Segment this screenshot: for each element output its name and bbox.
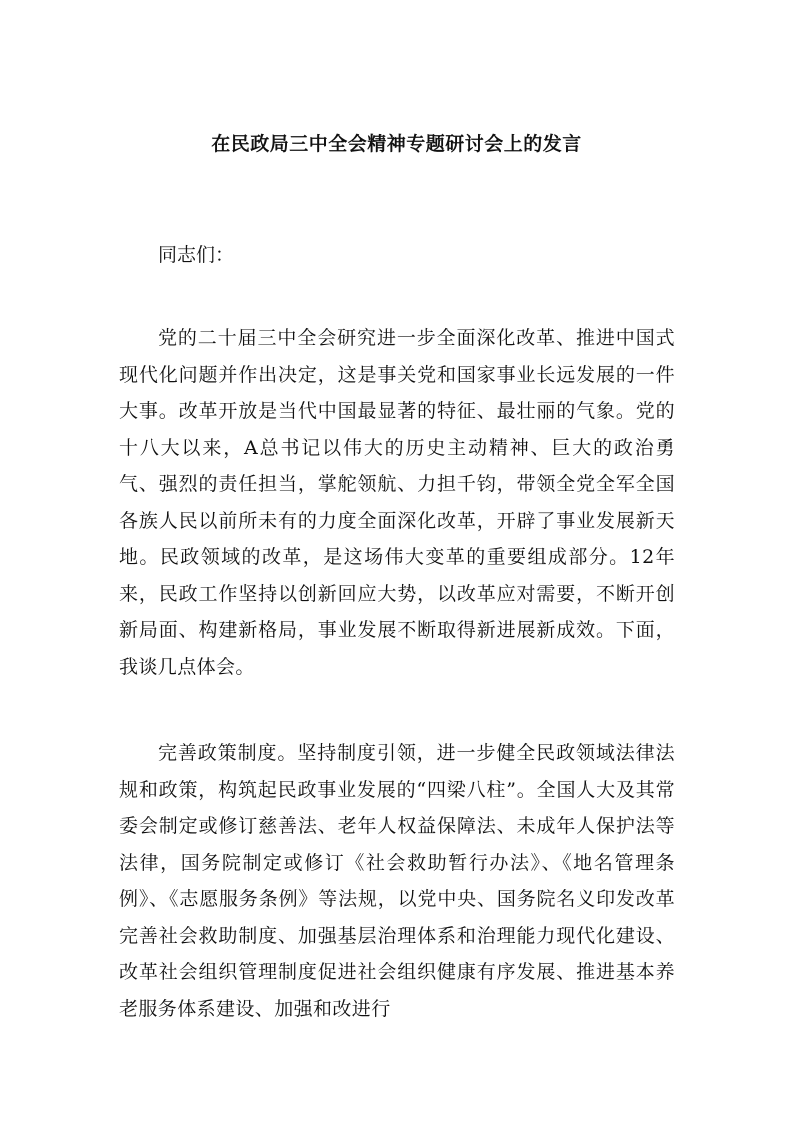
document-title: 在民政局三中全会精神专题研讨会上的发言 — [211, 133, 582, 155]
body-paragraph: 完善政策制度。坚持制度引领，进一步健全民政领域法律法规和政策，构筑起民政事业发展的“四梁八柱”。全国人大及其常委会制定或修订慈善法、老年人权益保障法、未成年人保护法等法律，国务院制定或修订《社会救助暂行办法》、《地名管理条例》、《志愿服务条例》等法规，以党中央、国务院名义印发改革完善社会救助制度、加强基层治理体系和治理能力现代化建设、改革社会组织管理制度促进社会组织健康有序发展、推进基本养老服务体系建设、加强和改进行 — [119, 742, 675, 1020]
salutation: 同志们： — [158, 244, 235, 266]
body-paragraph: 党的二十届三中全会研究进一步全面深化改革、推进中国式现代化问题并作出决定，这是事关党和国家事业长远发展的一件大事。改革开放是当代中国最显著的特征、最壮丽的气象。党的十八大以来，A总书记以伟大的历史主动精神、巨大的政治勇气、强烈的责任担当，掌舵领航、力担千钧，带领全党全军全国各族人民以前所未有的力度全面深化改革，开辟了事业发展新天地。民政领域的改革，是这场伟大变革的重要组成部分。12年来，民政工作坚持以创新回应大势，以改革应对需要，不断开创新局面、构建新格局，事业发展不断取得新进展新成效。下面，我谈几点体会。 — [119, 327, 675, 678]
